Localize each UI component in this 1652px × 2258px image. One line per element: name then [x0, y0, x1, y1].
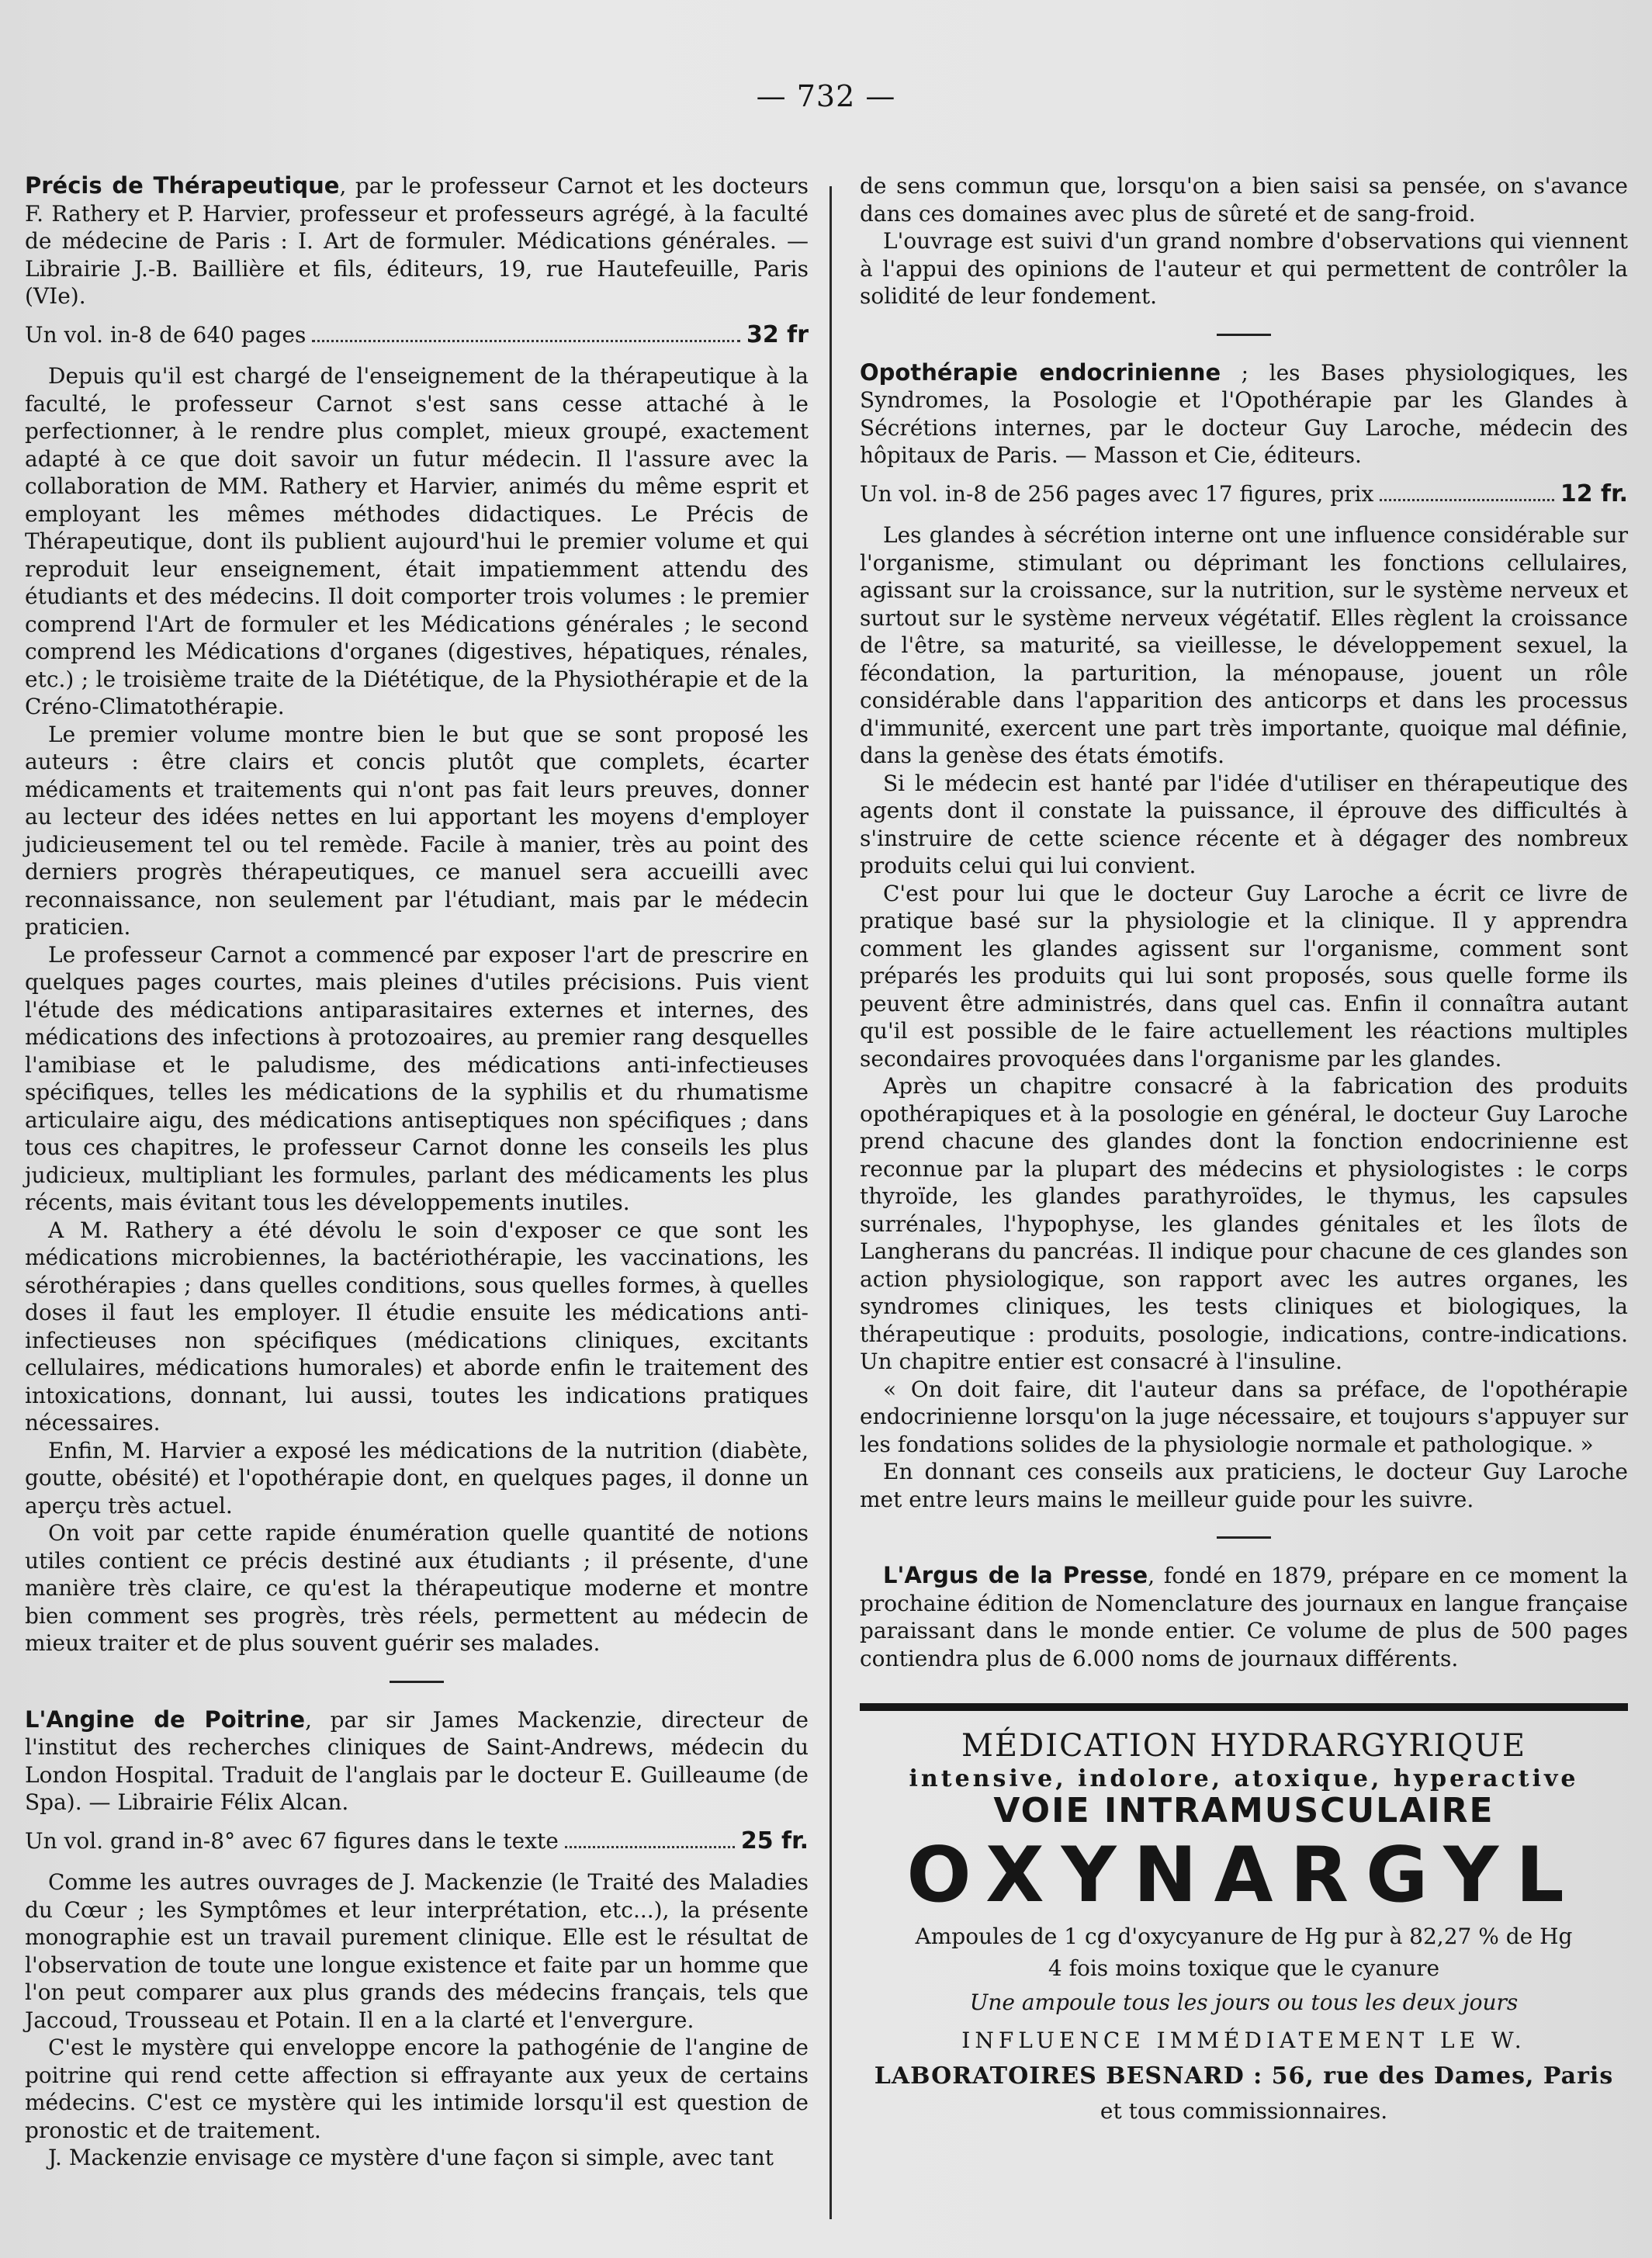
review-header — [25, 172, 809, 310]
paragraph: En donnant ces conseils aux praticiens, le docteur Guy Laroche met entre leurs mains le meilleur guide pour les suivre. — [860, 1459, 1628, 1512]
review-title: Opothérapie endocrinienne — [860, 358, 1221, 386]
advert-laboratory: LABORATOIRES BESNARD : 56, rue des Dames, Paris — [874, 2062, 1614, 2090]
paragraph: A M. Rathery a été dévolu le soin d'exposer ce que sont les médications microbiennes, la bactériothérapie, les vaccinations, les sérothérapies ; dans quelles conditions, sous quelles formes, à quelles doses il faut les employer. Il étudie ensuite les médications anti-infectieuses non spécifiques (médications cliniques, excitants cellulaires, médications humorales) et aborde enfin le traitement des intoxications, donnant, lui aussi, toutes les indications pratiques nécessaires. — [25, 1217, 809, 1435]
leader-dots — [1380, 498, 1554, 501]
review-header — [25, 1706, 809, 1816]
paragraph: Le professeur Carnot a commencé par exposer l'art de prescrire en quelques pages courtes, mais pleines d'utiles précisions. Puis vient l'étude des médications antiparasitaires externes et internes, des médications des infections à protozoaires, au premier rang desquelles l'amibiase et le paludisme, des médications anti-infectieuses spécifiques, telles les médications de la syphilis et du rhumatisme articulaire aigu, des médications antiseptiques non spécifiques ; dans tous ces chapitres, le professeur Carnot donne les conseils les plus judicieux, multipliant les formules, parlant des médicaments les plus récents, mais évitant tous les développements inutiles. — [25, 941, 809, 1215]
advert-ampoules: Ampoules de 1 cg d'oxycyanure de Hg pur à 82,27 % de Hg — [915, 1923, 1573, 1949]
page-number: — 732 — — [756, 79, 896, 113]
review-title: L'Angine de Poitrine — [25, 1706, 306, 1733]
paragraph: Si le médecin est hanté par l'idée d'utiliser en thérapeutique des agents dont il constate la puissance, il éprouve des difficultés à s'instruire de cette science récente et à dégager des nombreux produits celui qui lui convient. — [860, 770, 1628, 878]
price: 12 fr. — [1560, 480, 1628, 507]
paragraph: L'ouvrage est suivi d'un grand nombre d'observations qui viennent à l'appui des opinions de l'auteur et qui permettent de contrôler la solidité de leur fondement. — [860, 228, 1628, 309]
review-bibliography: , par le professeur Carnot et les docteurs F. Rathery et P. Harvier, professeur et professeurs agrégé, à la faculté de médecine de Paris : I. Art de formuler. Médications générales. — Librairie J.-B. Baillière et fils, éditeurs, 19, rue Hautefeuille, Paris (VIe). — [25, 173, 809, 309]
leader-dots — [565, 1845, 735, 1848]
review-bibliography: ; les Bases physiologiques, les Syndromes, la Posologie et l'Opothérapie par les Glandes à Sécrétions internes, par le docteur Guy Laroche, médecin des hôpitaux de Paris. — Masson et Cie, éditeurs. — [860, 359, 1628, 468]
paragraph: « On doit faire, dit l'auteur dans sa préface, de l'opothérapie endocrinienne lorsqu'on la juge nécessaire, et toujours s'appuyer sur les fondations solides de la physiologie normale et pathologique. » — [860, 1376, 1628, 1457]
review-title: Précis de Thérapeutique — [25, 172, 340, 199]
advert-distribution: et tous commissionnaires. — [1100, 2098, 1388, 2124]
argus-paragraph — [860, 1562, 1628, 1672]
review-opotherapie-endocrinienne — [860, 359, 1628, 1514]
price-line — [25, 321, 809, 349]
paragraph: J. Mackenzie envisage ce mystère d'une façon si simple, avec tant — [48, 2145, 774, 2170]
advert-influence: INFLUENCE IMMÉDIATEMENT LE W. — [961, 2028, 1526, 2053]
review-angine-de-poitrine — [25, 1706, 809, 2172]
section-separator — [1217, 1536, 1271, 1539]
paragraph: Le premier volume montre bien le but que se sont proposé les auteurs : être clairs et concis plutôt que complets, écarter médicaments et traitements qui n'ont pas fait leurs preuves, donner au lecteur des idées nettes en lui apportant les moyens d'employer judicieusement tel ou tel remède. Facile à manier, très au point des derniers progrès thérapeutiques, ce manuel sera accueilli avec reconnaissance, non seulement par l'étudiant, mais par le médecin praticien. — [25, 721, 809, 940]
column-divider — [829, 186, 832, 2219]
advert-rule — [860, 1703, 1628, 1711]
section-separator — [1217, 334, 1271, 336]
advert-route: VOIE INTRAMUSCULAIRE — [993, 1791, 1494, 1830]
paragraph: On voit par cette rapide énumération quelle quantité de notions utiles contient ce précis destiné aux étudiants ; il présente, d'une manière très claire, ce qu'est la thérapeutique moderne et montre bien comment ses progrès, très réels, permettent au médecin de mieux traiter et de plus souvent guérir ses malades. — [25, 1520, 809, 1656]
review-header — [860, 359, 1628, 469]
advert-dosage: Une ampoule tous les jours ou tous les deux jours — [969, 1989, 1519, 2015]
leader-dots — [312, 339, 740, 342]
price-label: Un vol. in-8 de 256 pages avec 17 figures, prix — [860, 480, 1374, 507]
price-line — [25, 1827, 809, 1855]
right-column — [860, 172, 1628, 2125]
oxynargyl-advertisement — [860, 1703, 1628, 2125]
advert-brand: OXYNARGYL — [906, 1830, 1581, 1920]
argus-text: , fondé en 1879, prépare en ce moment la prochaine édition de Nomenclature des journaux en langue française paraissant dans le monde entier. Ce volume de plus de 500 pages contiendra plus de 6.000 noms de journaux différents. — [860, 1563, 1628, 1671]
price: 25 fr. — [740, 1827, 809, 1855]
paragraph: Enfin, M. Harvier a exposé les médications de la nutrition (diabète, goutte, obésité) et l'opothérapie dont, en quelques pages, il donne un aperçu très actuel. — [25, 1437, 809, 1519]
advert-title: MÉDICATION HYDRARGYRIQUE — [961, 1728, 1527, 1764]
paragraph: Comme les autres ouvrages de J. Mackenzie (le Traité des Maladies du Cœur ; les Symptômes et leur interprétation, etc...), la présente monographie est un travail purement clinique. Elle est le résultat de l'observation de toute une longue existence et faite par un homme que l'on peut comparer aux plus grands des médecins français, tels que Jaccoud, Trousseau et Potain. Il en a la clarté et l'envergure. — [25, 1869, 809, 2033]
price-label: Un vol. grand in-8° avec 67 figures dans le texte — [25, 1827, 559, 1854]
advert-subtitle: intensive, indolore, atoxique, hyperactive — [909, 1764, 1579, 1792]
price-label: Un vol. in-8 de 640 pages — [25, 321, 307, 348]
review-bibliography: , par sir James Mackenzie, directeur de l'institut des recherches cliniques de Saint-Andrews, médecin du London Hospital. Traduit de l'anglais par le docteur E. Guilleaume (de Spa). — Librairie Félix Alcan. — [25, 1706, 809, 1815]
review-continuation — [860, 172, 1628, 310]
paragraph: Après un chapitre consacré à la fabrication des produits opothérapiques et à la posologie en général, le docteur Guy Laroche prend chacune des glandes dont la fonction endocrinienne est reconnue par la plupart des médecins et physiologistes : le corps thyroïde, les glandes parathyroïdes, le thymus, les capsules surrénales, l'hypophyse, les glandes génitales et les îlots de Langherans du pancréas. Il indique pour chacune de ces glandes son action physiologique, son rapport avec les autres organes, les syndromes cliniques, les tests cliniques et biologiques, la thérapeutique : produits, posologie, indications, contre-indications. Un chapitre entier est consacré à l'insuline. — [860, 1073, 1628, 1374]
review-precis-therapeutique — [25, 172, 809, 1657]
argus-title: L'Argus de la Presse — [883, 1562, 1148, 1588]
price: 32 fr — [746, 320, 809, 348]
price-line — [860, 480, 1628, 508]
paragraph: Les glandes à sécrétion interne ont une influence considérable sur l'organisme, stimulant ou déprimant les fonctions cellulaires, agissant sur la croissance, sur la nutrition, sur le système nerveux et surtout sur le système nerveux végétatif. Elles règlent la croissance de l'être, sa maturité, sa vieillesse, le développement sexuel, la fécondation, la parturition, la ménopause, jouent un rôle considérable dans l'apparition des anticorps et dans les processus d'immunité, exercent une part très importante, quoique mal définie, dans la genèse des états émotifs. — [860, 522, 1628, 768]
advert-toxicity: 4 fois moins toxique que le cyanure — [1048, 1955, 1440, 1981]
paragraph: de sens commun que, lorsqu'on a bien saisi sa pensée, on s'avance dans ces domaines avec plus de sûreté et de sang-froid. — [860, 173, 1628, 227]
paragraph: Depuis qu'il est chargé de l'enseignement de la thérapeutique à la faculté, le professeur Carnot s'est sans cesse attaché à le perfectionner, à le rendre plus complet, mieux groupé, exactement adapté à ce que doit savoir un futur médecin. Il l'assure avec la collaboration de MM. Rathery et Harvier, animés du même esprit et employant les mêmes méthodes didactiques. Le Précis de Thérapeutique, dont ils publient aujourd'hui le premier volume et qui reproduit leur enseignement, était impatiemment attendu des étudiants et des médecins. Il doit comporter trois volumes : le premier comprend l'Art de formuler et les Médications générales ; le second comprend les Médications d'organes (digestives, hépatiques, rénales, etc.) ; le troisième traite de la Diététique, de la Physiothérapie et de la Créno-Climatothérapie. — [25, 363, 809, 719]
left-column — [25, 172, 809, 2172]
paragraph: C'est le mystère qui enveloppe encore la pathogénie de l'angine de poitrine qui rend cette affection si effrayante aux yeux de certains médecins. C'est ce mystère qui les intimide lorsqu'il est question de pronostic et de traitement. — [25, 2035, 809, 2143]
paragraph: C'est pour lui que le docteur Guy Laroche a écrit ce livre de pratique basé sur la physiologie et la clinique. Il y apprendra comment les glandes agissent sur l'organisme, comment sont préparés les produits qui lui sont proposés, sous quelle forme ils peuvent être administrés, dans quel cas. Enfin il connaîtra autant qu'il est possible de le faire actuellement les réactions multiples secondaires provoquées dans l'organisme par les glandes. — [860, 880, 1628, 1072]
section-separator — [390, 1681, 444, 1683]
argus-notice — [860, 1562, 1628, 1672]
